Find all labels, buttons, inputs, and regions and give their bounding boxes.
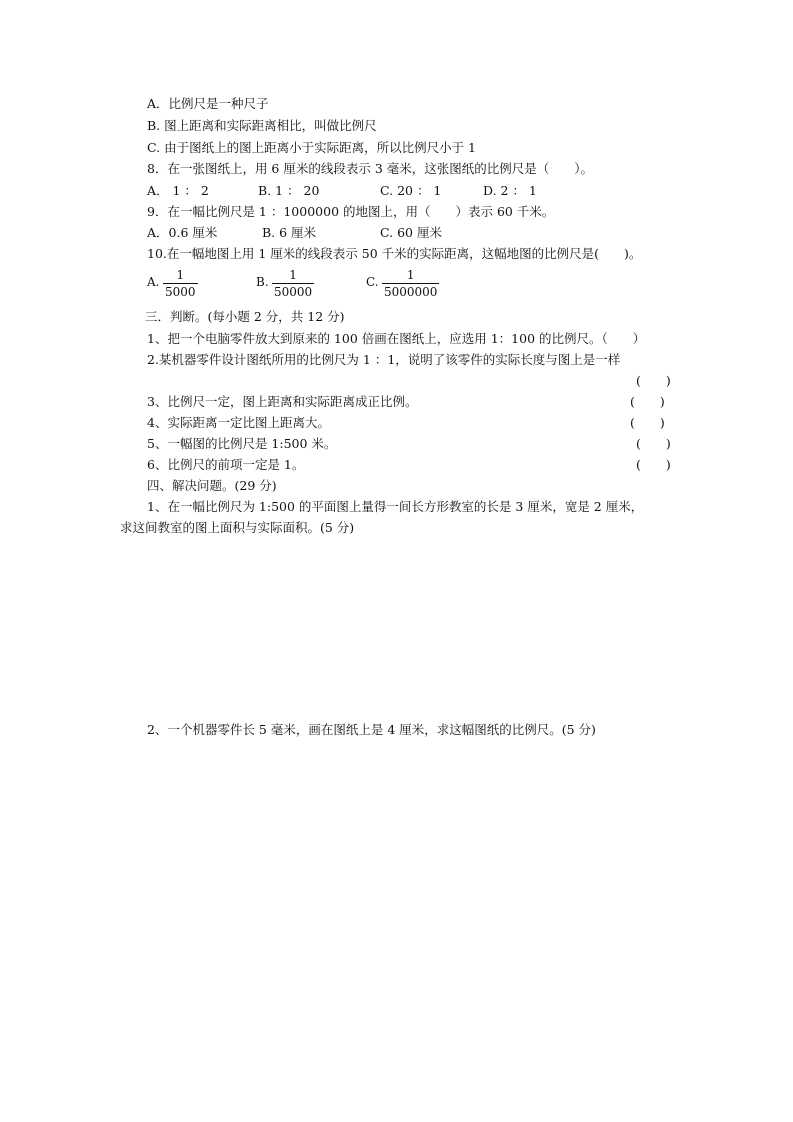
problem-1-line-1: 1、在一幅比例尺为 1:500 的平面图上量得一间长方形教室的长是 3 厘米，宽是 2 厘米， [147,499,644,514]
section-4-heading: 四、解决问题。(29 分) [147,478,277,493]
judge-item-5: 5、一幅图的比例尺是 1:500 米。 [147,436,337,451]
answer-paren[interactable]: ( ) [630,394,665,409]
q8-option-a: A． 1 ： 2 [147,183,209,198]
fraction-numerator: 1 [176,268,185,282]
option-label: C. [366,275,379,289]
fraction-numerator: 1 [406,268,415,282]
q9-option-b: B. 6 厘米 [262,225,317,240]
problem-2: 2、一个机器零件长 5 毫米，画在图纸上是 4 厘米，求这幅图纸的比例尺。(5 分) [147,722,596,737]
problem-1-line-2: 求这间教室的图上面积与实际面积。(5 分) [120,520,355,535]
q7-option-a: A．比例尺是一种尺子 [147,96,269,111]
fraction-bar [272,283,314,284]
option-label: A. [147,275,160,289]
fraction [382,268,439,299]
fraction-numerator: 1 [289,268,297,282]
q8-option-d: D. 2 ： 1 [483,183,537,198]
judge-item-1: 1、把一个电脑零件放大到原来的 100 倍画在图纸上，应选用 1：100 的比例尺。（ ） [147,331,646,346]
section-3-heading: 三．判断。(每小题 2 分，共 12 分) [145,309,345,324]
q9-option-a: A．0.6 厘米 [147,225,218,240]
q9-option-c: C. 60 厘米 [380,225,442,240]
question-10: 10.在一幅地图上用 1 厘米的线段表示 50 千米的实际距离，这幅地图的比例尺是( )。 [147,246,642,261]
question-9: 9．在一幅比例尺是 1 ：1000000 的地图上，用（ ）表示 60 千米。 [147,204,555,219]
judge-item-3: 3、比例尺一定，图上距离和实际距离成正比例。 [147,394,418,409]
judge-item-2: 2.某机器零件设计图纸所用的比例尺为 1 ：1，说明了该零件的实际长度与图上是一样 [147,352,621,367]
fraction-denominator: 50000 [274,285,313,299]
fraction [163,268,198,299]
q8-option-c: C. 20 ： 1 [380,183,442,198]
fraction [272,268,314,299]
answer-paren[interactable]: ( ) [636,436,671,451]
judge-item-4: 4、实际距离一定比图上距离大。 [147,415,330,430]
answer-paren[interactable]: ( ) [636,373,671,388]
fraction-bar [382,283,439,284]
question-8: 8．在一张图纸上，用 6 厘米的线段表示 3 毫米，这张图纸的比例尺是（ ）。 [147,161,594,176]
q8-option-b: B. 1 ： 20 [258,183,320,198]
q7-option-b: B. 图上距离和实际距离相比，叫做比例尺 [147,118,377,133]
fraction-denominator: 5000 [165,285,196,299]
option-label: B. [256,275,269,289]
fraction-denominator: 5000000 [384,285,438,299]
fraction-bar [163,283,198,284]
answer-paren[interactable]: ( ) [630,415,665,430]
q7-option-c: C. 由于图纸上的图上距离小于实际距离，所以比例尺小于 1 [147,140,476,155]
judge-item-6: 6、比例尺的前项一定是 1。 [147,457,305,472]
answer-paren[interactable]: ( ) [636,457,671,472]
